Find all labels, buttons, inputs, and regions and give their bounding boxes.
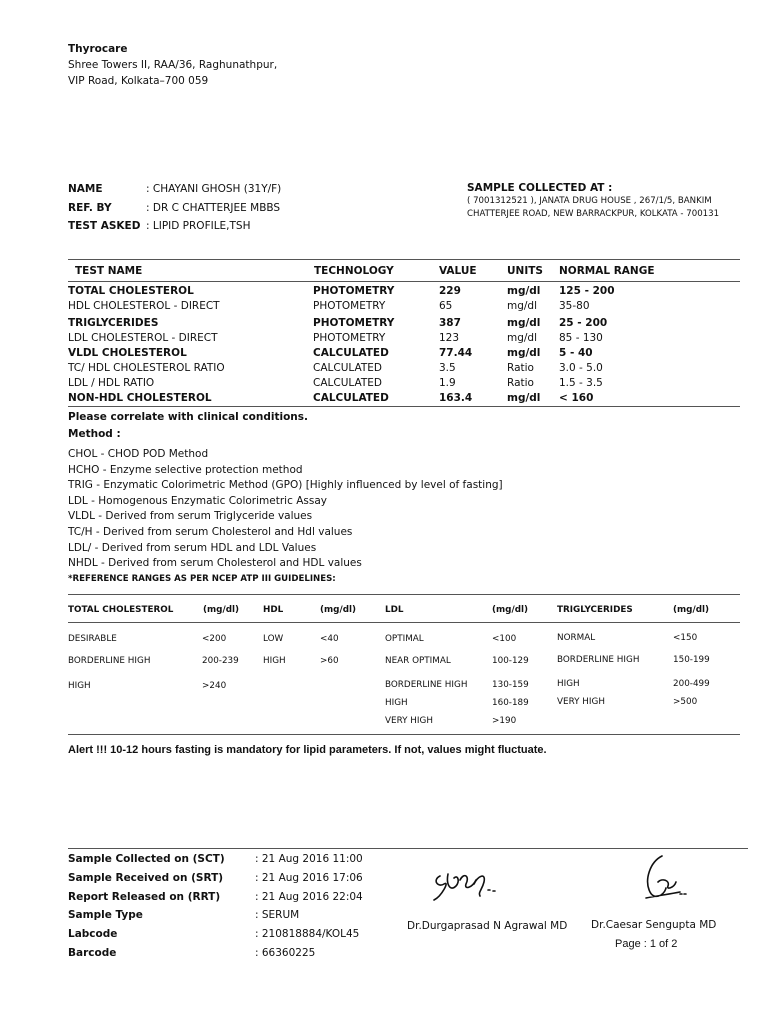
ref-ldl-value: 100-129	[492, 656, 529, 666]
ref-tc-label: DESIRABLE	[68, 634, 117, 644]
result-value: 163.4	[439, 392, 473, 404]
ref-tg-label: HIGH	[557, 679, 580, 689]
ref-header-triglycerides: TRIGLYCERIDES	[557, 605, 633, 615]
result-normal-range: 1.5 - 3.5	[559, 377, 603, 389]
method-title: Method :	[68, 428, 121, 440]
ref-header-tg-unit: (mg/dl)	[673, 605, 710, 615]
footer-value: : 21 Aug 2016 22:04	[255, 890, 363, 903]
lab-address-line2: VIP Road, Kolkata–700 059	[68, 75, 209, 87]
results-top-rule	[68, 259, 740, 260]
ref-hdl-value: >60	[320, 656, 339, 666]
result-test-name: VLDL CHOLESTEROL	[68, 347, 187, 359]
result-units: mg/dl	[507, 347, 541, 359]
result-test-name: TOTAL CHOLESTEROL	[68, 285, 194, 297]
ref-header-rule	[68, 622, 740, 623]
method-item: LDL/ - Derived from serum HDL and LDL Values	[68, 541, 317, 554]
footer-label: Report Released on (RRT)	[68, 890, 221, 903]
result-technology: PHOTOMETRY	[313, 317, 395, 329]
method-item: TC/H - Derived from serum Cholesterol and Hdl values	[68, 526, 353, 538]
signature-caesar	[640, 852, 690, 906]
result-test-name: NON-HDL CHOLESTEROL	[68, 392, 212, 404]
result-technology: CALCULATED	[313, 347, 389, 359]
results-bottom-rule	[68, 406, 740, 407]
method-item: TRIG - Enzymatic Colorimetric Method (GPO) [Highly influenced by level of fasting]	[68, 479, 503, 492]
ref-tc-value: <200	[202, 634, 227, 644]
method-item: CHOL - CHOD POD Method	[68, 448, 209, 460]
ref-value: : DR C CHATTERJEE MBBS	[146, 202, 281, 214]
result-technology: CALCULATED	[313, 377, 382, 389]
ref-top-rule	[68, 594, 740, 595]
method-item: VLDL - Derived from serum Triglyceride values	[68, 510, 313, 523]
result-normal-range: 3.0 - 5.0	[559, 362, 603, 374]
lab-address-line1: Shree Towers II, RAA/36, Raghunathpur,	[68, 59, 278, 71]
ref-ldl-label: NEAR OPTIMAL	[385, 656, 451, 666]
footer-label: Sample Collected on (SCT)	[68, 853, 225, 865]
result-value: 123	[439, 332, 460, 344]
footer-value: : 66360225	[255, 947, 316, 959]
ref-tg-value: 150-199	[673, 655, 710, 665]
ref-header-hdl-unit: (mg/dl)	[320, 605, 357, 615]
result-value: 1.9	[439, 377, 456, 389]
ref-ldl-label: BORDERLINE HIGH	[385, 680, 468, 690]
result-test-name: HDL CHOLESTEROL - DIRECT	[68, 300, 220, 312]
name-label: NAME	[68, 183, 103, 195]
ref-hdl-value: <40	[320, 634, 339, 644]
ref-tc-label: BORDERLINE HIGH	[68, 656, 151, 666]
footer-value: : 21 Aug 2016 11:00	[255, 853, 363, 865]
footer-rule	[68, 848, 748, 849]
ref-ldl-label: VERY HIGH	[385, 716, 433, 726]
footer-label: Sample Received on (SRT)	[68, 871, 224, 884]
method-item: NHDL - Derived from serum Cholesterol and HDL values	[68, 557, 362, 570]
ref-tg-value: <150	[673, 633, 698, 643]
test-asked-label: TEST ASKED	[68, 220, 141, 232]
ref-header-total-cholesterol: TOTAL CHOLESTEROL	[68, 605, 174, 615]
test-asked-value: : LIPID PROFILE,TSH	[146, 220, 251, 232]
ref-label: REF. BY	[68, 202, 112, 214]
result-units: Ratio	[507, 362, 534, 374]
ref-header-ldl: LDL	[385, 605, 404, 615]
result-normal-range: 5 - 40	[559, 347, 593, 359]
footer-label: Labcode	[68, 928, 118, 941]
ref-header-hdl: HDL	[263, 605, 284, 615]
ref-ldl-value: 130-159	[492, 680, 529, 690]
result-technology: CALCULATED	[313, 392, 389, 404]
result-normal-range: 35-80	[559, 300, 590, 312]
ref-tg-label: BORDERLINE HIGH	[557, 655, 640, 665]
ref-bottom-rule	[68, 734, 740, 735]
footer-label: Sample Type	[68, 909, 143, 922]
ref-hdl-label: HIGH	[263, 656, 286, 666]
doctor2-name: Dr.Caesar Sengupta MD	[591, 919, 717, 931]
ref-hdl-label: LOW	[263, 634, 284, 644]
result-normal-range: 85 - 130	[559, 332, 603, 344]
ref-ldl-label: HIGH	[385, 698, 408, 708]
method-item: LDL - Homogenous Enzymatic Colorimetric Assay	[68, 494, 327, 507]
result-value: 65	[439, 300, 453, 312]
signature-durgaprasad	[430, 862, 500, 906]
result-units: mg/dl	[507, 317, 541, 329]
fasting-alert: Alert !!! 10-12 hours fasting is mandatory for lipid parameters. If not, values might fluctuate.	[68, 744, 547, 756]
ref-tc-value: >240	[202, 681, 227, 691]
result-units: Ratio	[507, 377, 534, 389]
footer-label: Barcode	[68, 947, 117, 959]
result-units: mg/dl	[507, 392, 541, 404]
lab-name: Thyrocare	[68, 43, 128, 55]
results-header-rule	[68, 281, 740, 282]
result-normal-range: 125 - 200	[559, 285, 615, 297]
ref-tg-label: NORMAL	[557, 633, 596, 643]
ref-ldl-value: <100	[492, 634, 517, 644]
sample-collected-label: SAMPLE COLLECTED AT :	[467, 182, 613, 194]
page-number: Page : 1 of 2	[615, 938, 678, 950]
footer-value: : SERUM	[255, 909, 300, 922]
result-units: mg/dl	[507, 285, 541, 297]
ref-tc-value: 200-239	[202, 656, 239, 666]
header-test-name: TEST NAME	[75, 265, 143, 277]
correlate-note: Please correlate with clinical conditions.	[68, 411, 309, 423]
result-technology: PHOTOMETRY	[313, 332, 386, 344]
ref-ldl-label: OPTIMAL	[385, 634, 424, 644]
ref-tg-value: 200-499	[673, 679, 710, 689]
ref-header-tc-unit: (mg/dl)	[203, 605, 240, 615]
ref-tg-value: >500	[673, 697, 698, 707]
result-units: mg/dl	[507, 300, 538, 312]
header-technology: TECHNOLOGY	[314, 265, 394, 277]
name-value: : CHAYANI GHOSH (31Y/F)	[146, 183, 282, 195]
result-normal-range: 25 - 200	[559, 317, 608, 329]
footer-value: : 21 Aug 2016 17:06	[255, 871, 363, 884]
result-normal-range: < 160	[559, 392, 594, 404]
sample-collected-line2: CHATTERJEE ROAD, NEW BARRACKPUR, KOLKATA - 700131	[467, 209, 720, 219]
result-test-name: LDL / HDL RATIO	[68, 377, 155, 389]
result-value: 77.44	[439, 347, 473, 359]
result-value: 387	[439, 317, 461, 329]
result-technology: CALCULATED	[313, 362, 382, 374]
ref-tc-label: HIGH	[68, 681, 91, 691]
result-test-name: TC/ HDL CHOLESTEROL RATIO	[68, 362, 225, 374]
footer-value: : 210818884/KOL45	[255, 928, 360, 941]
result-value: 3.5	[439, 362, 456, 374]
result-value: 229	[439, 285, 461, 297]
ref-header-ldl-unit: (mg/dl)	[492, 605, 529, 615]
result-units: mg/dl	[507, 332, 538, 344]
method-item: HCHO - Enzyme selective protection method	[68, 463, 303, 476]
result-test-name: TRIGLYCERIDES	[68, 317, 159, 329]
header-value: VALUE	[439, 265, 477, 277]
ref-tg-label: VERY HIGH	[557, 697, 605, 707]
header-normal-range: NORMAL RANGE	[559, 265, 655, 277]
ref-ldl-value: 160-189	[492, 698, 529, 708]
result-test-name: LDL CHOLESTEROL - DIRECT	[68, 332, 218, 344]
sample-collected-line1: ( 7001312521 ), JANATA DRUG HOUSE , 267/1/5, BANKIM	[467, 196, 712, 206]
result-technology: PHOTOMETRY	[313, 300, 386, 312]
doctor1-name: Dr.Durgaprasad N Agrawal MD	[407, 920, 568, 932]
reference-note: *REFERENCE RANGES AS PER NCEP ATP III GUIDELINES:	[68, 574, 336, 584]
header-units: UNITS	[507, 265, 543, 277]
result-technology: PHOTOMETRY	[313, 285, 395, 297]
ref-ldl-value: >190	[492, 716, 517, 726]
